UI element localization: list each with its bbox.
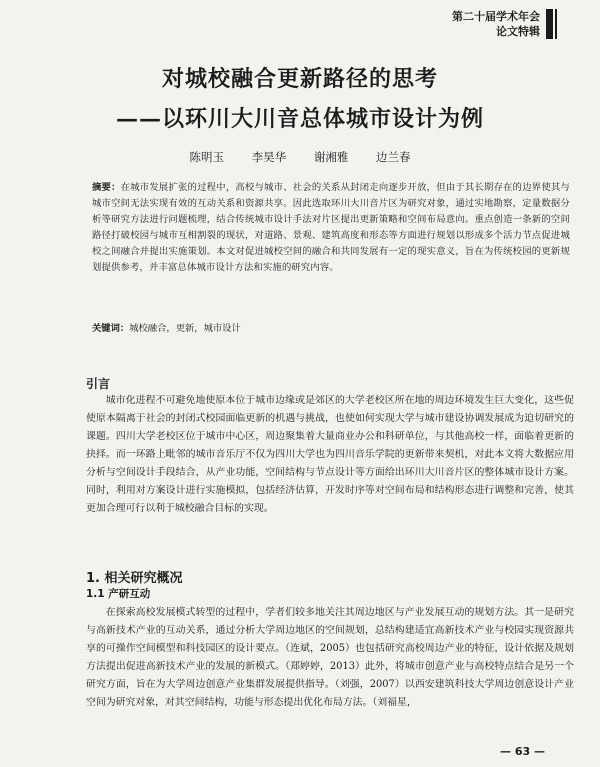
- keywords-text: 城校融合，更新，城市设计: [129, 323, 241, 334]
- paper-subtitle: ——以环川大川音总体城市设计为例: [115, 106, 484, 132]
- header-bar-decoration-thin: [555, 9, 557, 39]
- page-number: — 63 —: [500, 745, 545, 758]
- header-line1: 第二十届学术年会: [452, 10, 540, 23]
- subsection-heading: 1.1 产研互动: [86, 588, 151, 600]
- section-heading: 1. 相关研究概况: [86, 571, 183, 586]
- keywords: [92, 320, 241, 334]
- abstract-text: 在城市发展扩张的过程中，高校与城市、社会的关系从封闭走向逐步开放，但由于其长期存在的边界使其与城市空间无法实现有效的互动关系和资源共享。因此选取环川大川音片区为研究对象，通过实地勘察，定量数据分析等研究方法进行问题梳理，结合传统城市设计手法对片区提出更新策略和空间布局意向。重点创造一条新的空间路径打破校园与城市互相割裂的现状，对道路、景观、建筑高度和形态等方面进行规划以形成多个活力节点促进城校之间融合并提出实施策划。本文对促进城校空间的融合和共同发展有一定的现实意义，旨在为传统校园的更新规划提供参考，并丰富总体城市设计方法和实施的研究内容。: [92, 182, 570, 273]
- abstract: [92, 180, 570, 275]
- section-paragraph: 在探索高校发展模式转型的过程中，学者们较多地关注其周边地区与产业发展互动的规划方法。其一是研究与高新技术产业的互动关系，通过分析大学周边地区的空间规划，总结构建适宜高新技术产业与校园实现资源共享的可操作空间模型和科技园区的设计要点。（连斌，2005）也包括研究高校周边产业的特征，设计依据及规划方法提出促进高新技术产业的发展的新模式。（郑婷婷，2013）此外，将城市创意产业与高校特点结合是另一个研究方面，旨在为大学周边创意产业集群发展提供指导。（刘强，2007）以西安建筑科技大学周边创意设计产业空间为研究对象，对其空间结构，功能与形态提出优化布局方法。（刘福星，: [86, 607, 574, 708]
- intro-heading: 引言: [86, 377, 111, 391]
- keywords-label: 关键词：: [92, 323, 130, 334]
- header-bar-decoration: [546, 9, 553, 39]
- paper-title: 对城校融合更新路径的思考: [161, 66, 438, 92]
- journal-header: [452, 9, 540, 39]
- header-line2: 论文特辑: [496, 25, 540, 38]
- abstract-label: 摘要：: [92, 182, 121, 193]
- authors: 陈明玉 李昊华 谢湘雅 边兰春: [189, 150, 411, 164]
- intro-paragraph: 城市化进程不可避免地使原本位于城市边缘或是郊区的大学老校区所在地的周边环境发生巨大变化，这些促使原本隔离于社会的封闭式校园面临更新的机遇与挑战，也使如何实现大学与城市建设协调发展成为迫切研究的课题。四川大学老校区位于城市中心区，周边聚集着大量商业办公和科研单位，与其他高校一样，面临着更新的抉择。而一环路上毗邻的城市音乐厅不仅为四川大学也为四川音乐学院的更新带来契机，对此本文将大数据应用分析与空间设计手段结合，从产业功能，空间结构与节点设计等方面给出环川大川音片区的整体城市设计方案。同时，利用对方案设计进行实施模拟，包括经济估算，开发时序等对空间布局和结构形态进行调整和完善，使其更加合理可行以利于城校融合目标的实现。: [86, 395, 574, 514]
